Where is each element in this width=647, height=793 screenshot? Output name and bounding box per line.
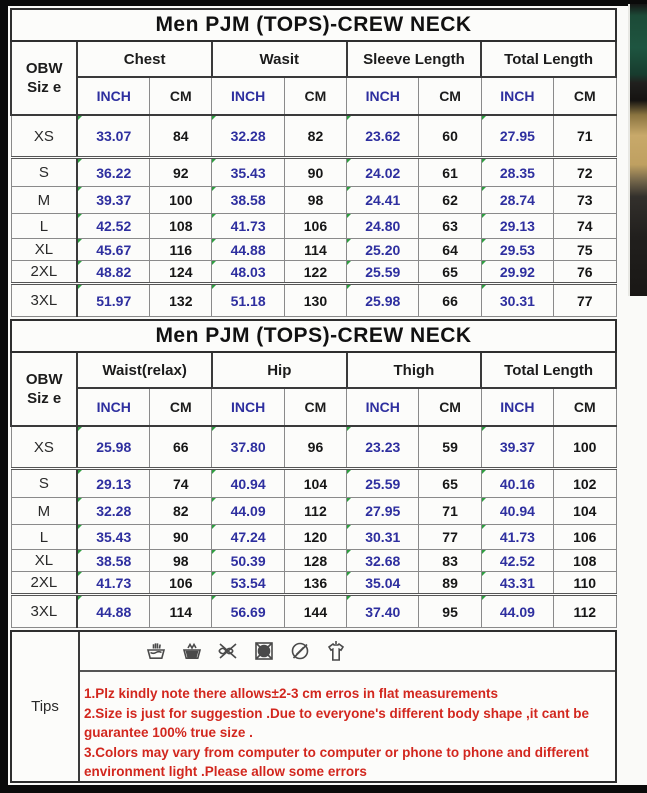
table1-title-row — [11, 9, 616, 41]
cm-value: 71 — [554, 115, 616, 158]
size-label: S — [11, 469, 77, 498]
size-table-tops-2 — [10, 319, 617, 628]
care-icons-row — [80, 632, 615, 672]
group-header-sleeve-length: Sleeve Length — [347, 41, 482, 77]
cm-value: 104 — [554, 498, 616, 525]
unit-header-cm: CM — [554, 77, 616, 115]
cm-value: 106 — [284, 214, 346, 239]
cm-value: 116 — [150, 239, 212, 261]
inch-value: 32.28 — [77, 498, 149, 525]
size-label: L — [11, 525, 77, 550]
size-label: XS — [11, 426, 77, 469]
tip-line-3: 3.Colors may vary from computer to computer or phone to phone and different environment light .Please allow some errors — [84, 744, 589, 779]
size-label: S — [11, 158, 77, 187]
inch-value: 44.88 — [77, 595, 149, 628]
inch-value: 51.97 — [77, 284, 149, 317]
cm-value: 82 — [284, 115, 346, 158]
size-header-line2: Siz e — [27, 390, 62, 407]
inch-value: 32.28 — [212, 115, 284, 158]
inch-value: 24.41 — [347, 187, 419, 214]
table2-title: Men PJM (TOPS)-CREW NECK — [11, 320, 616, 352]
cm-value: 74 — [150, 469, 212, 498]
inch-value: 40.94 — [212, 469, 284, 498]
inch-value: 48.03 — [212, 261, 284, 284]
tips-content — [80, 632, 615, 781]
inch-value: 40.94 — [481, 498, 553, 525]
tip-line-1: 1.Plz kindly note there allows±2-3 cm erros in flat measurements — [84, 686, 499, 701]
cm-value: 59 — [419, 426, 481, 469]
chart-paper — [8, 6, 647, 785]
cm-value: 100 — [554, 426, 616, 469]
table1-unit-header-row — [11, 77, 616, 115]
cm-value: 60 — [419, 115, 481, 158]
size-label: 2XL — [11, 572, 77, 595]
table1-title: Men PJM (TOPS)-CREW NECK — [11, 9, 616, 41]
inch-value: 35.43 — [212, 158, 284, 187]
inch-value: 29.13 — [77, 469, 149, 498]
group-header-thigh: Thigh — [347, 352, 482, 388]
size-row-3xl — [11, 284, 616, 317]
tips-text — [80, 672, 615, 782]
inch-value: 44.09 — [212, 498, 284, 525]
size-row-m — [11, 498, 616, 525]
inch-value: 27.95 — [481, 115, 553, 158]
cm-value: 65 — [419, 261, 481, 284]
size-header-line2: Siz e — [27, 79, 62, 96]
inch-value: 33.07 — [77, 115, 149, 158]
cm-value: 62 — [419, 187, 481, 214]
cm-value: 108 — [150, 214, 212, 239]
cm-value: 92 — [150, 158, 212, 187]
unit-header-inch: INCH — [212, 77, 284, 115]
inch-value: 28.35 — [481, 158, 553, 187]
inch-value: 51.18 — [212, 284, 284, 317]
group-header-waist: Wasit — [212, 41, 347, 77]
size-header-line1: OBW — [25, 60, 63, 77]
cm-value: 132 — [150, 284, 212, 317]
cm-value: 98 — [284, 187, 346, 214]
inch-value: 37.80 — [212, 426, 284, 469]
table1-group-header-row — [11, 41, 616, 77]
cm-value: 130 — [284, 284, 346, 317]
table1-body — [11, 115, 616, 317]
wash-dark-icon — [180, 639, 204, 663]
size-label: M — [11, 187, 77, 214]
inch-value: 35.43 — [77, 525, 149, 550]
cm-value: 110 — [554, 572, 616, 595]
unit-header-cm: CM — [150, 77, 212, 115]
inch-value: 39.37 — [481, 426, 553, 469]
inch-value: 53.54 — [212, 572, 284, 595]
unit-header-inch: INCH — [212, 388, 284, 426]
hand-wash-icon — [144, 639, 168, 663]
cm-value: 112 — [284, 498, 346, 525]
size-row-2xl — [11, 261, 616, 284]
unit-header-cm: CM — [150, 388, 212, 426]
size-label: 3XL — [11, 595, 77, 628]
inch-value: 23.23 — [347, 426, 419, 469]
unit-header-inch: INCH — [77, 388, 149, 426]
unit-header-inch: INCH — [481, 388, 553, 426]
table2-size-column-header — [11, 352, 77, 426]
cm-value: 77 — [554, 284, 616, 317]
size-label: 3XL — [11, 284, 77, 317]
inch-value: 41.73 — [481, 525, 553, 550]
inch-value: 47.24 — [212, 525, 284, 550]
cm-value: 77 — [419, 525, 481, 550]
size-row-m — [11, 187, 616, 214]
table1-size-column-header — [11, 41, 77, 115]
unit-header-cm: CM — [284, 77, 346, 115]
cm-value: 64 — [419, 239, 481, 261]
size-header-line1: OBW — [25, 371, 63, 388]
unit-header-cm: CM — [419, 388, 481, 426]
inch-value: 32.68 — [347, 550, 419, 572]
inch-value: 29.92 — [481, 261, 553, 284]
cm-value: 72 — [554, 158, 616, 187]
inch-value: 36.22 — [77, 158, 149, 187]
inch-value: 24.02 — [347, 158, 419, 187]
inch-value: 42.52 — [77, 214, 149, 239]
cm-value: 114 — [284, 239, 346, 261]
table2-title-row — [11, 320, 616, 352]
cm-value: 106 — [150, 572, 212, 595]
cm-value: 71 — [419, 498, 481, 525]
cm-value: 114 — [150, 595, 212, 628]
inch-value: 25.59 — [347, 261, 419, 284]
drip-dry-icon — [324, 639, 348, 663]
tip-line-2: 2.Size is just for suggestion .Due to everyone's different body shape ,it cant be guarantee 100% true size . — [84, 705, 590, 740]
inch-value: 25.98 — [77, 426, 149, 469]
inch-value: 28.74 — [481, 187, 553, 214]
group-header-total-length: Total Length — [481, 352, 616, 388]
inch-value: 38.58 — [77, 550, 149, 572]
inch-value: 50.39 — [212, 550, 284, 572]
inch-value: 45.67 — [77, 239, 149, 261]
cm-value: 96 — [284, 426, 346, 469]
unit-header-cm: CM — [554, 388, 616, 426]
inch-value: 25.98 — [347, 284, 419, 317]
cm-value: 74 — [554, 214, 616, 239]
table2-unit-header-row — [11, 388, 616, 426]
size-table-tops-1 — [10, 8, 617, 317]
inch-value: 56.69 — [212, 595, 284, 628]
size-row-xs — [11, 115, 616, 158]
inch-value: 48.82 — [77, 261, 149, 284]
group-header-total-length: Total Length — [481, 41, 616, 77]
inch-value: 37.40 — [347, 595, 419, 628]
cm-value: 136 — [284, 572, 346, 595]
do-not-dry-clean-icon — [288, 639, 312, 663]
inch-value: 41.73 — [77, 572, 149, 595]
inch-value: 35.04 — [347, 572, 419, 595]
cm-value: 106 — [554, 525, 616, 550]
cm-value: 144 — [284, 595, 346, 628]
inch-value: 30.31 — [481, 284, 553, 317]
do-not-wring-icon — [216, 639, 240, 663]
cm-value: 95 — [419, 595, 481, 628]
cm-value: 98 — [150, 550, 212, 572]
unit-header-inch: INCH — [481, 77, 553, 115]
product-photo-strip — [628, 4, 647, 296]
inch-value: 44.09 — [481, 595, 553, 628]
inch-value: 29.13 — [481, 214, 553, 239]
group-header-hip: Hip — [212, 352, 347, 388]
inch-value: 43.31 — [481, 572, 553, 595]
unit-header-inch: INCH — [77, 77, 149, 115]
cm-value: 84 — [150, 115, 212, 158]
size-row-s — [11, 469, 616, 498]
cm-value: 100 — [150, 187, 212, 214]
cm-value: 104 — [284, 469, 346, 498]
size-label: XL — [11, 239, 77, 261]
size-row-xl — [11, 239, 616, 261]
tips-label: Tips — [12, 632, 80, 781]
cm-value: 76 — [554, 261, 616, 284]
cm-value: 65 — [419, 469, 481, 498]
size-label: M — [11, 498, 77, 525]
size-row-xs — [11, 426, 616, 469]
size-label: XL — [11, 550, 77, 572]
size-row-2xl — [11, 572, 616, 595]
inch-value: 41.73 — [212, 214, 284, 239]
group-header-waist-relax: Waist(relax) — [77, 352, 212, 388]
size-row-xl — [11, 550, 616, 572]
cm-value: 89 — [419, 572, 481, 595]
cm-value: 90 — [150, 525, 212, 550]
cm-value: 128 — [284, 550, 346, 572]
size-row-s — [11, 158, 616, 187]
group-header-chest: Chest — [77, 41, 212, 77]
cm-value: 112 — [554, 595, 616, 628]
cm-value: 122 — [284, 261, 346, 284]
cm-value: 73 — [554, 187, 616, 214]
unit-header-inch: INCH — [347, 388, 419, 426]
size-label: L — [11, 214, 77, 239]
cm-value: 120 — [284, 525, 346, 550]
unit-header-cm: CM — [284, 388, 346, 426]
size-label: 2XL — [11, 261, 77, 284]
inch-value: 23.62 — [347, 115, 419, 158]
inch-value: 40.16 — [481, 469, 553, 498]
inch-value: 38.58 — [212, 187, 284, 214]
size-label: XS — [11, 115, 77, 158]
cm-value: 124 — [150, 261, 212, 284]
inch-value: 39.37 — [77, 187, 149, 214]
cm-value: 61 — [419, 158, 481, 187]
inch-value: 30.31 — [347, 525, 419, 550]
tips-section — [10, 630, 617, 783]
size-row-l — [11, 525, 616, 550]
cm-value: 90 — [284, 158, 346, 187]
unit-header-cm: CM — [419, 77, 481, 115]
inch-value: 42.52 — [481, 550, 553, 572]
inch-value: 25.59 — [347, 469, 419, 498]
cm-value: 75 — [554, 239, 616, 261]
cm-value: 83 — [419, 550, 481, 572]
inch-value: 24.80 — [347, 214, 419, 239]
inch-value: 29.53 — [481, 239, 553, 261]
inch-value: 27.95 — [347, 498, 419, 525]
cm-value: 66 — [419, 284, 481, 317]
cm-value: 108 — [554, 550, 616, 572]
cm-value: 102 — [554, 469, 616, 498]
inch-value: 44.88 — [212, 239, 284, 261]
table2-body — [11, 426, 616, 628]
do-not-tumble-dry-icon — [252, 639, 276, 663]
cm-value: 63 — [419, 214, 481, 239]
cm-value: 66 — [150, 426, 212, 469]
inch-value: 25.20 — [347, 239, 419, 261]
unit-header-inch: INCH — [347, 77, 419, 115]
table2-group-header-row — [11, 352, 616, 388]
size-row-l — [11, 214, 616, 239]
size-row-3xl — [11, 595, 616, 628]
cm-value: 82 — [150, 498, 212, 525]
